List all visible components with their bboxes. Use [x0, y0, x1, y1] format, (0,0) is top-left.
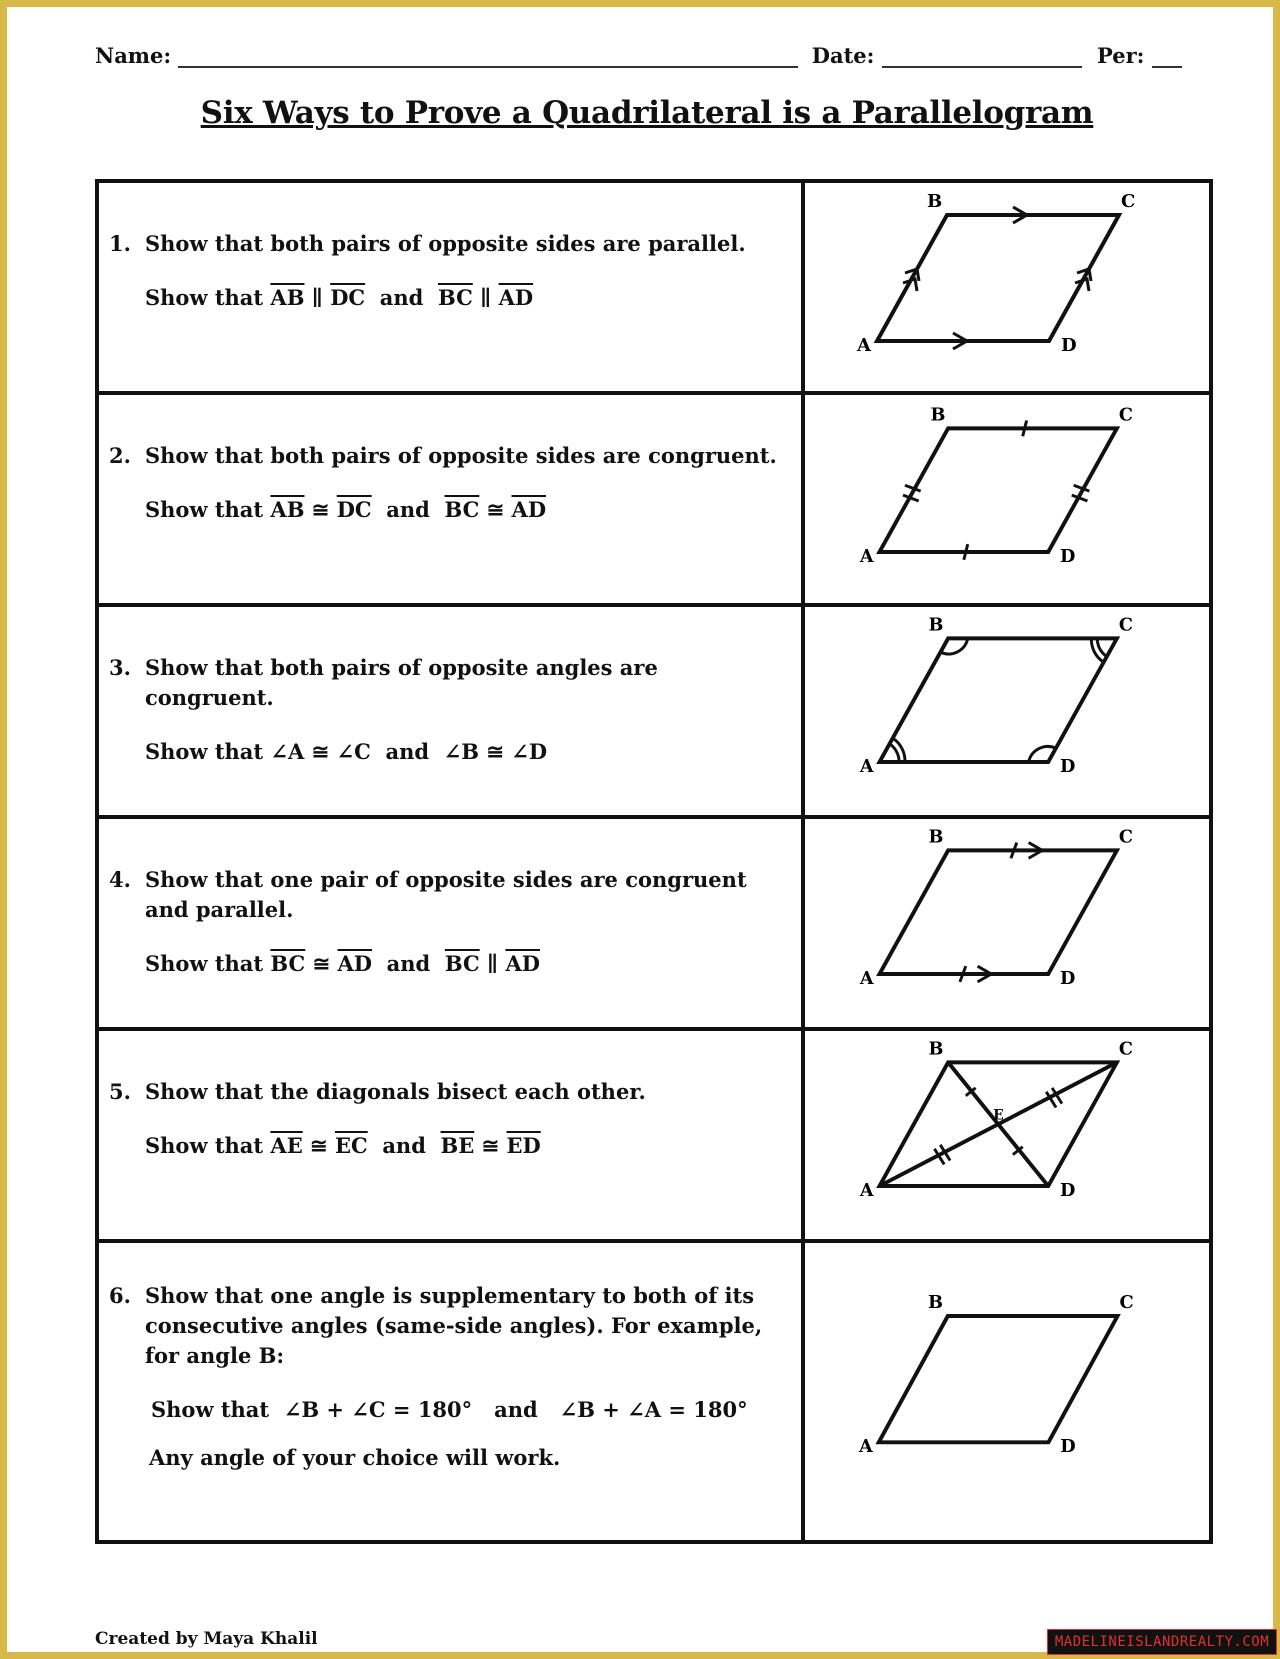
table-row — [99, 183, 1209, 395]
method-statement: Show that both pairs of opposite sides are parallel. — [145, 231, 746, 256]
svg-text:A: A — [859, 1179, 874, 1201]
svg-text:B: B — [928, 1038, 944, 1060]
method-text: 5. Show that the diagonals bisect each other. Show that $\overline{AE}$ ≅ $\overline{EC}$ and $\overline{BE}$ ≅ $\overline{ED}$ — [109, 1077, 789, 1161]
method-text: 6. Show that one angle is supplementary to both of its consecutive angles (same-side angles). For example, for angle B: Show that ∠B + ∠C = 180° and ∠B + ∠A = 180° Any angle of your choice will work. — [109, 1281, 789, 1473]
parallelogram-diagram — [805, 819, 1209, 1027]
table-row — [99, 1027, 1209, 1239]
method-note: Any angle of your choice will work. — [149, 1445, 561, 1470]
header-line — [95, 43, 1205, 77]
svg-text:A: A — [859, 755, 874, 777]
svg-text:A: A — [859, 967, 874, 989]
parallelogram-diagonals-icon — [805, 1031, 1209, 1239]
svg-text:B: B — [930, 404, 946, 426]
method-show: Show that ∠A ≅ ∠C and ∠B ≅ ∠D — [145, 739, 548, 764]
method-statement: Show that both pairs of opposite angles are congruent. — [145, 655, 658, 710]
svg-text:D: D — [1061, 335, 1077, 356]
period-label: Per: — [1097, 43, 1145, 68]
parallelogram-diagram — [805, 1243, 1209, 1540]
svg-text:C: C — [1118, 826, 1133, 848]
watermark: MADELINEISLANDREALTY.COM — [1047, 1629, 1277, 1655]
period-field[interactable] — [1152, 44, 1182, 68]
method-show: Show that $\overline{AB}$ ∥ $\overline{DC}$ and $\overline{BC}$ ∥ $\overline{AD}$ — [145, 285, 534, 310]
svg-text:A: A — [857, 335, 871, 356]
method-text: 2. Show that both pairs of opposite sides are congruent. Show that $\overline{AB}$ ≅ $\overline{DC}$ and $\overline{BC}$ ≅ $\overline{AD}$ — [109, 441, 789, 525]
svg-text:B: B — [928, 826, 944, 848]
date-label: Date: — [811, 43, 875, 68]
parallelogram-parallel-sides-icon — [805, 183, 1209, 395]
method-number: 1. — [109, 231, 131, 256]
date-field[interactable] — [882, 44, 1082, 68]
method-show: Show that $\overline{AB}$ ≅ $\overline{DC}$ and $\overline{BC}$ ≅ $\overline{AD}$ — [145, 497, 547, 522]
method-text: 4. Show that one pair of opposite sides are congruent and parallel. Show that $\overline{BC}$ ≅ $\overline{AD}$ and $\overline{BC}$ ∥ $\overline{AD}$ — [109, 865, 789, 979]
table-row — [99, 391, 1209, 603]
table-row — [99, 815, 1209, 1027]
parallelogram-congruent-angles-icon — [805, 607, 1209, 815]
svg-text:D: D — [1060, 1436, 1076, 1458]
svg-text:D: D — [1059, 545, 1076, 567]
method-text: 3. Show that both pairs of opposite angles are congruent. Show that ∠A ≅ ∠C and ∠B ≅ ∠D — [109, 653, 789, 767]
parallelogram-congruent-sides-icon — [805, 395, 1209, 603]
method-text — [109, 229, 789, 313]
method-statement: Show that one pair of opposite sides are congruent and parallel. — [145, 867, 747, 922]
method-statement: Show that one angle is supplementary to both of its consecutive angles (same-side angles). For example, for angle B: — [145, 1283, 763, 1368]
svg-text:C: C — [1118, 1038, 1133, 1060]
method-statement: Show that both pairs of opposite sides are congruent. — [145, 443, 777, 468]
methods-table — [95, 179, 1213, 1544]
method-show: Show that ∠B + ∠C = 180° and ∠B + ∠A = 180° — [151, 1397, 748, 1422]
svg-text:C: C — [1118, 404, 1133, 426]
parallelogram-diagram — [805, 607, 1209, 815]
page-title: Six Ways to Prove a Quadrilateral is a Parallelogram — [200, 95, 1094, 131]
svg-text:D: D — [1059, 967, 1076, 989]
table-row — [99, 1239, 1209, 1540]
method-statement: Show that the diagonals bisect each other. — [145, 1079, 646, 1104]
parallelogram-diagram — [805, 395, 1209, 603]
parallelogram-congruent-parallel-icon — [805, 819, 1209, 1027]
name-field[interactable] — [178, 44, 798, 68]
name-label: Name: — [95, 43, 172, 68]
svg-text:D: D — [1059, 755, 1076, 777]
svg-text:D: D — [1059, 1179, 1076, 1201]
svg-text:C: C — [1121, 191, 1136, 212]
table-row — [99, 603, 1209, 815]
parallelogram-supplementary-icon — [805, 1243, 1209, 1540]
svg-text:A: A — [859, 545, 874, 567]
svg-text:B: B — [928, 1292, 944, 1314]
svg-text:A: A — [858, 1436, 873, 1458]
method-show: Show that $\overline{AE}$ ≅ $\overline{EC}$ and $\overline{BE}$ ≅ $\overline{ED}$ — [145, 1133, 541, 1158]
parallelogram-diagram — [805, 1031, 1209, 1239]
svg-text:B: B — [928, 614, 944, 636]
parallelogram-diagram — [805, 183, 1209, 395]
svg-text:B: B — [927, 191, 943, 212]
author-credit: Created by Maya Khalil — [95, 1629, 318, 1649]
svg-text:E: E — [993, 1107, 1004, 1124]
method-show: Show that $\overline{BC}$ ≅ $\overline{AD}$ and $\overline{BC}$ ∥ $\overline{AD}$ — [145, 951, 540, 976]
svg-text:C: C — [1118, 614, 1133, 636]
svg-text:C: C — [1119, 1292, 1134, 1314]
